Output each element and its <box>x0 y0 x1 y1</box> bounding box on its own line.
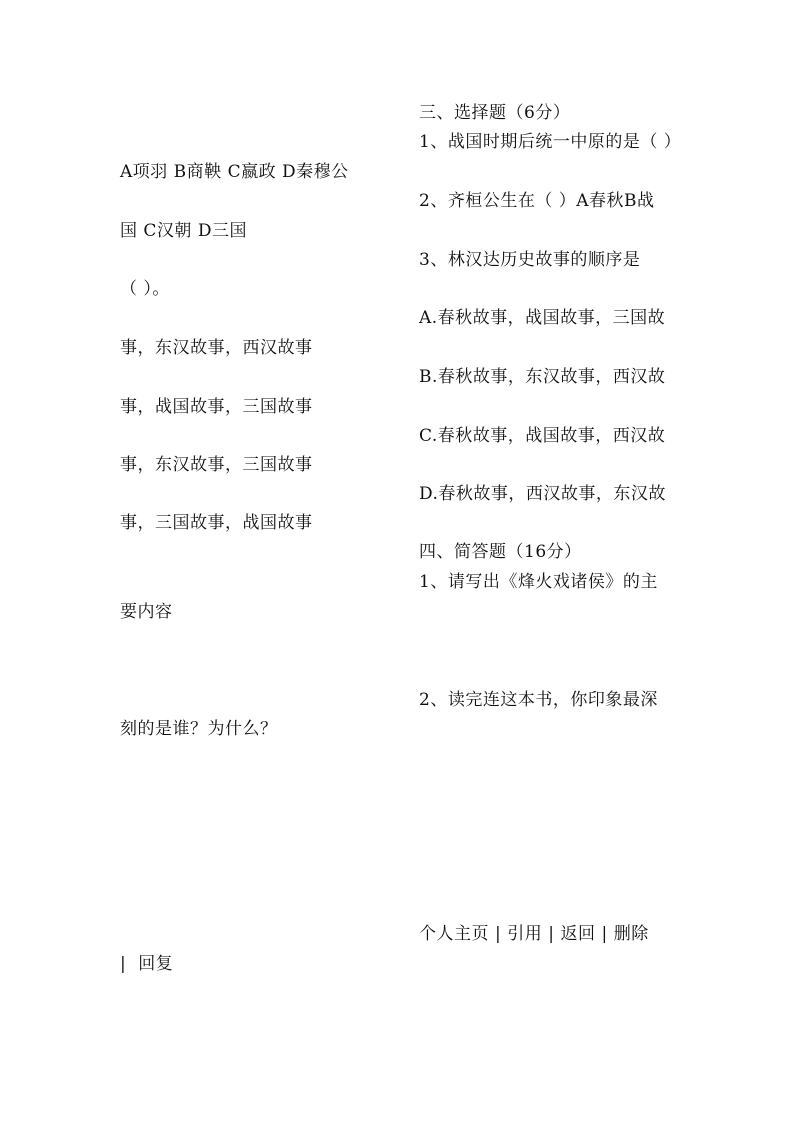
option-c-continuation: 事，东汉故事，三国故事 <box>120 455 313 475</box>
short-question-2-continuation: 刻的是谁？为什么？ <box>120 719 278 739</box>
question-1-options: A项羽 B商鞅 C嬴政 D秦穆公 <box>120 162 349 182</box>
section4-title: 四、简答题（16分） <box>419 542 582 562</box>
option-a: A.春秋故事，战国故事，三国故 <box>419 308 666 328</box>
separator: | <box>548 924 555 944</box>
back-link[interactable]: 返回 <box>560 924 596 944</box>
separator: | <box>120 954 127 974</box>
question-1: 1、战国时期后统一中原的是（ ） <box>419 132 682 152</box>
footer-links-row <box>419 923 649 945</box>
option-d: D.春秋故事，西汉故事，东汉故 <box>419 484 666 504</box>
question-3-continuation: （ ）。 <box>120 279 170 299</box>
delete-link[interactable]: 删除 <box>613 924 649 944</box>
reply-link[interactable]: 回复 <box>138 954 174 974</box>
question-2: 2、齐桓公生在（ ）A春秋B战 <box>419 191 655 211</box>
short-question-2: 2、读完连这本书，你印象最深 <box>419 690 658 710</box>
quote-link[interactable]: 引用 <box>507 924 543 944</box>
option-c: C.春秋故事，战国故事，西汉故 <box>419 426 666 446</box>
option-d-continuation: 事，三国故事，战国故事 <box>120 513 313 533</box>
section3-title: 三、选择题（6分） <box>419 103 571 123</box>
option-b-continuation: 事，战国故事，三国故事 <box>120 397 313 417</box>
footer-links-row-2 <box>120 953 173 975</box>
question-2-continuation: 国 C汉朝 D三国 <box>120 221 247 241</box>
option-a-continuation: 事，东汉故事，西汉故事 <box>120 338 313 358</box>
profile-link[interactable]: 个人主页 <box>419 924 489 944</box>
separator: | <box>601 924 608 944</box>
question-3: 3、林汉达历史故事的顺序是 <box>419 250 641 270</box>
short-question-1-continuation: 要内容 <box>120 602 173 622</box>
separator: | <box>495 924 502 944</box>
option-b: B.春秋故事，东汉故事，西汉故 <box>419 367 666 387</box>
short-question-1: 1、请写出《烽火戏诸侯》的主 <box>419 572 658 592</box>
